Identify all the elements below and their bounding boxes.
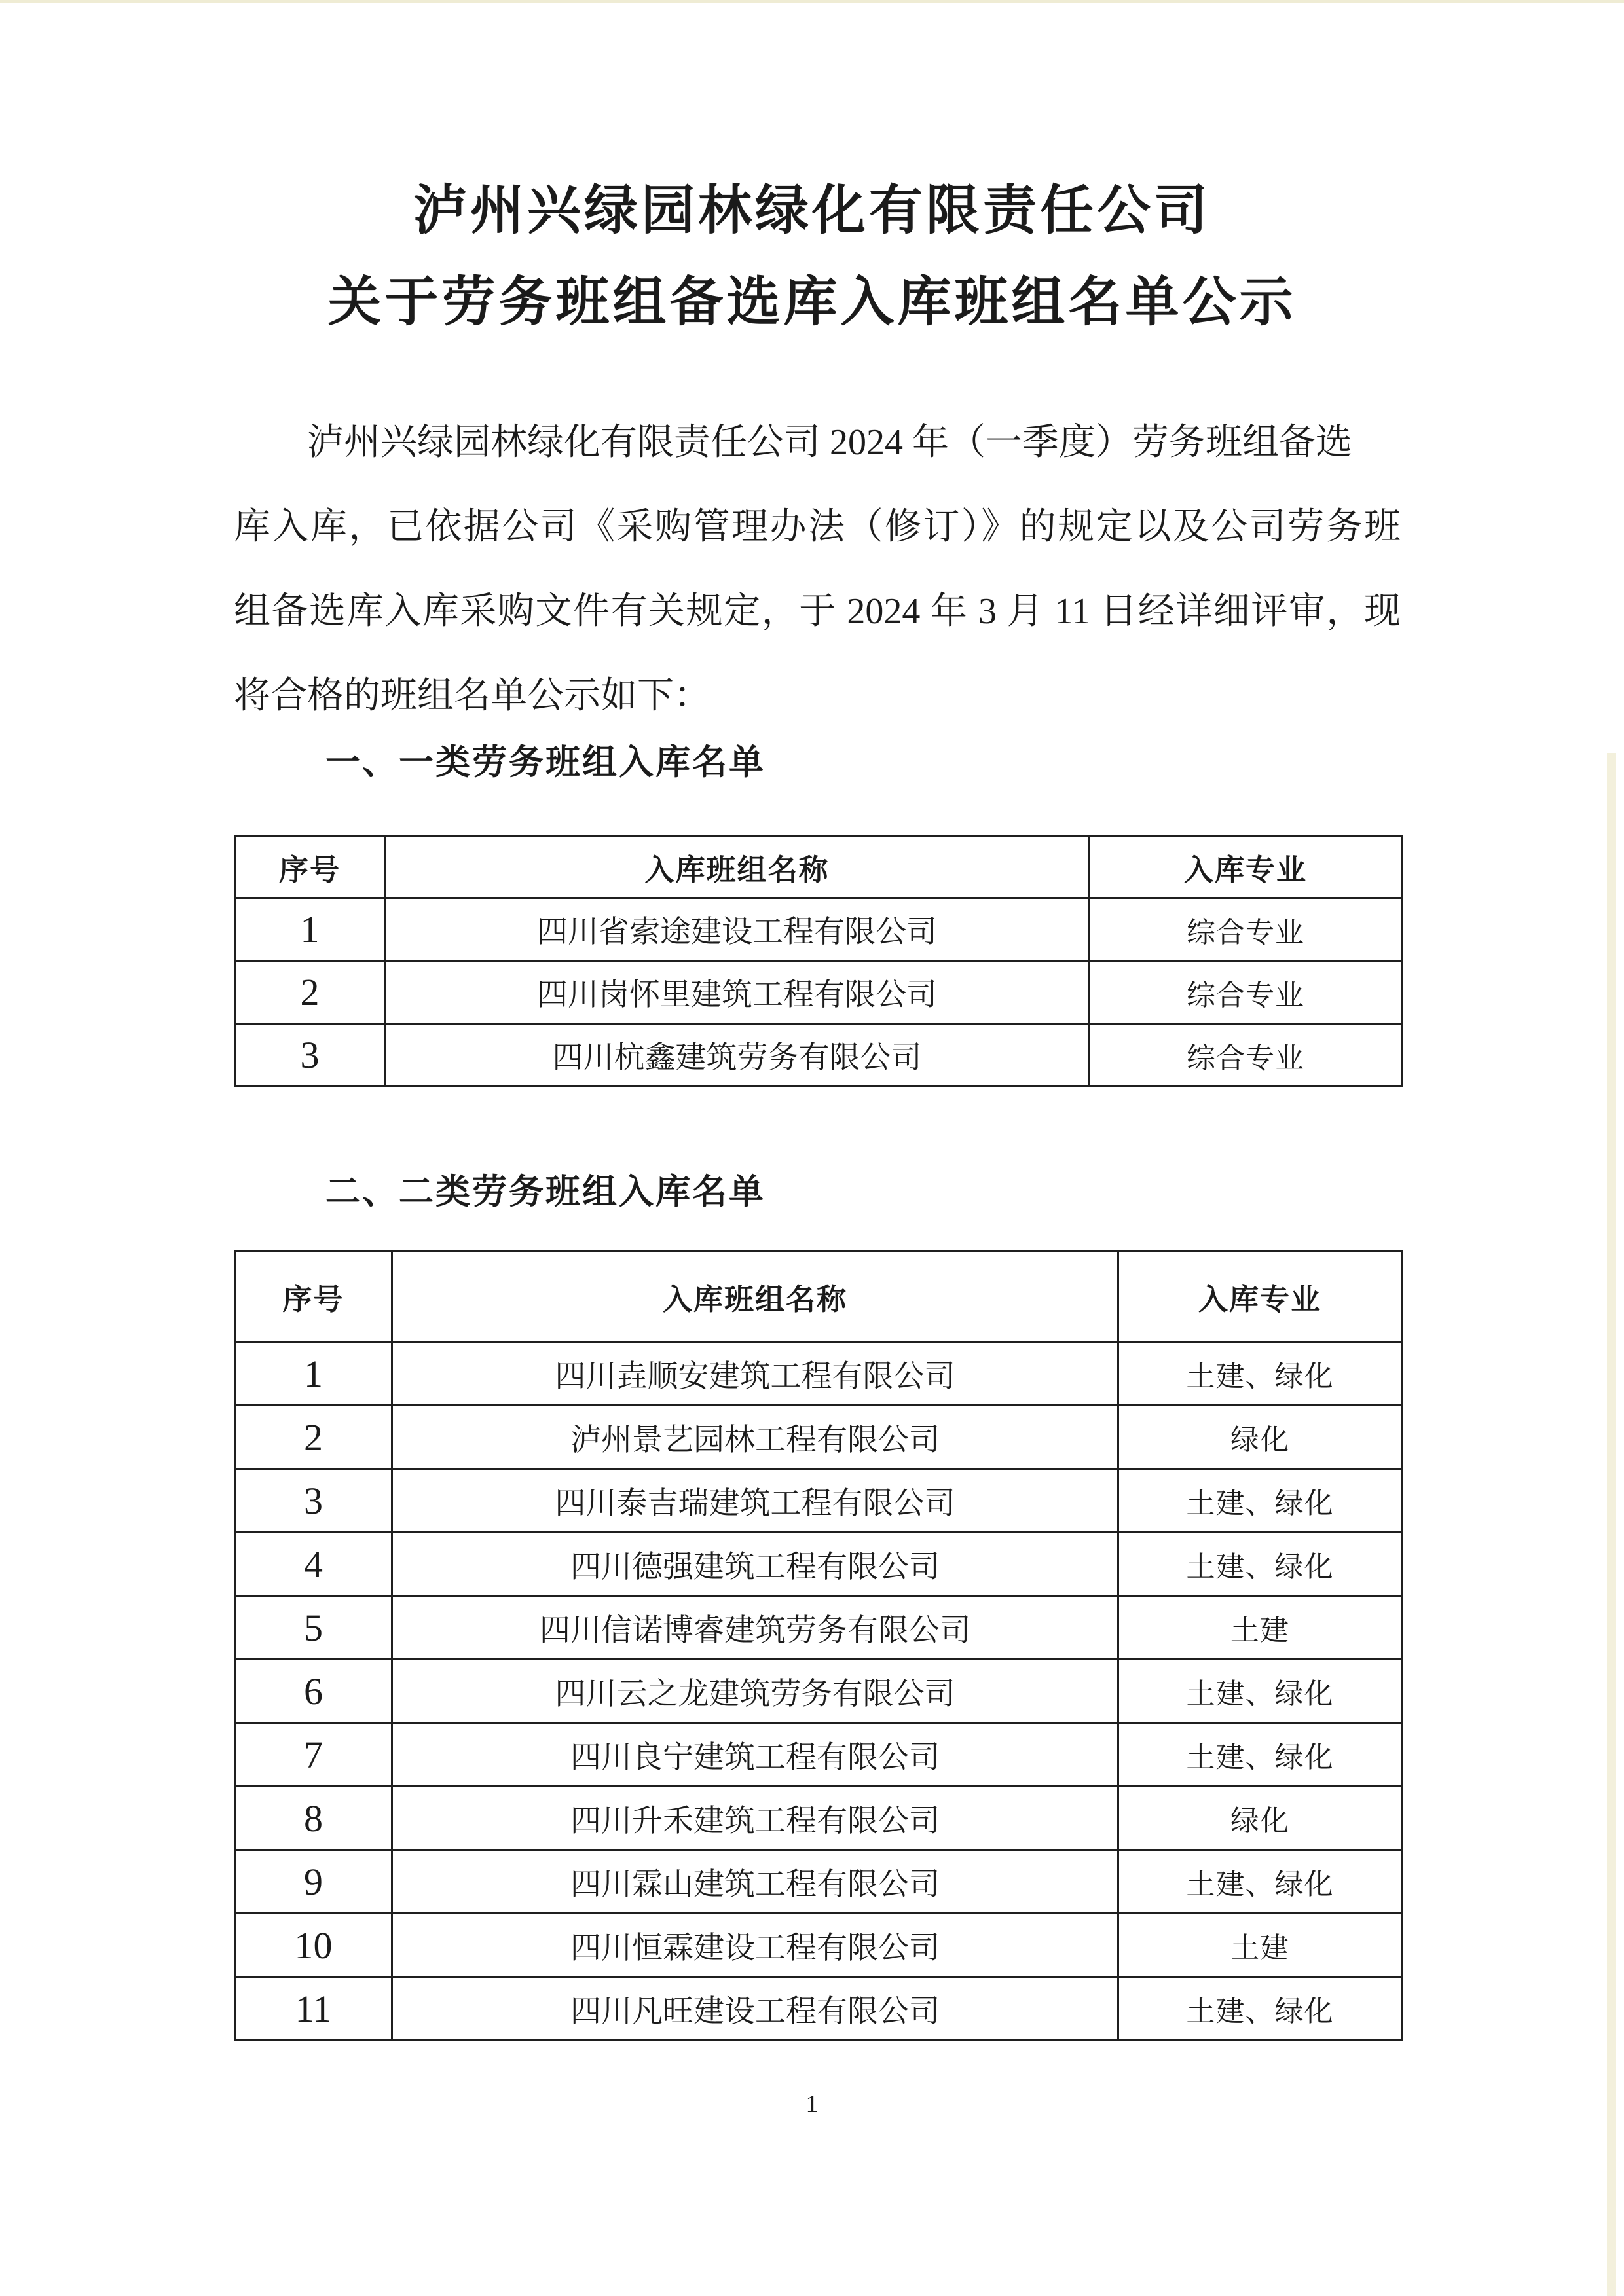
company-name-cell: 四川良宁建筑工程有限公司 [392, 1723, 1118, 1787]
paragraph-line-3: 组备选库入库采购文件有关规定，于 2024 年 3 月 11 日经详细评审，现 [234, 591, 1401, 632]
row-index-cell: 1 [235, 898, 385, 961]
table-row [235, 1406, 1402, 1469]
row-index-cell: 1 [235, 1342, 392, 1406]
specialty-cell: 综合专业 [1090, 961, 1402, 1024]
company-name-cell: 四川恒霖建设工程有限公司 [392, 1914, 1118, 1977]
specialty-cell: 土建、绿化 [1118, 1723, 1402, 1787]
document-title-line1: 泸州兴绿园林绿化有限责任公司 [413, 181, 1211, 240]
table-header-row [235, 1252, 1402, 1342]
table-row [235, 1024, 1402, 1087]
row-index-cell: 2 [235, 961, 385, 1024]
section1-table [234, 835, 1403, 1087]
company-name-cell: 四川岗怀里建筑工程有限公司 [385, 961, 1090, 1024]
table-row [235, 1914, 1402, 1977]
row-index-cell: 11 [235, 1977, 392, 2041]
table-row [235, 1787, 1402, 1850]
table-row [235, 1850, 1402, 1914]
col-header-team-name: 入库班组名称 [385, 836, 1090, 898]
col-header-index: 序号 [235, 836, 385, 898]
specialty-cell: 土建、绿化 [1118, 1660, 1402, 1723]
row-index-cell: 10 [235, 1914, 392, 1977]
specialty-cell: 土建、绿化 [1118, 1342, 1402, 1406]
table-row [235, 1977, 1402, 2041]
table-header-row [235, 836, 1402, 898]
company-name-cell: 四川霖山建筑工程有限公司 [392, 1850, 1118, 1914]
specialty-cell: 土建、绿化 [1118, 1977, 1402, 2041]
section2-heading: 二、二类劳务班组入库名单 [325, 1173, 766, 1211]
table-row [235, 1533, 1402, 1596]
paragraph-line-2: 库入库，已依据公司《采购管理办法（修订）》的规定以及公司劳务班 [234, 507, 1401, 547]
row-index-cell: 8 [235, 1787, 392, 1850]
table-row [235, 1723, 1402, 1787]
specialty-cell: 土建 [1118, 1914, 1402, 1977]
company-name-cell: 四川杭鑫建筑劳务有限公司 [385, 1024, 1090, 1087]
row-index-cell: 9 [235, 1850, 392, 1914]
document-title-line2: 关于劳务班组备选库入库班组名单公示 [327, 272, 1297, 332]
row-index-cell: 6 [235, 1660, 392, 1723]
table-row [235, 961, 1402, 1024]
specialty-cell: 综合专业 [1090, 898, 1402, 961]
company-name-cell: 四川云之龙建筑劳务有限公司 [392, 1660, 1118, 1723]
company-name-cell: 四川省索途建设工程有限公司 [385, 898, 1090, 961]
row-index-cell: 4 [235, 1533, 392, 1596]
paragraph-line-4: 将合格的班组名单公示如下： [234, 676, 710, 716]
company-name-cell: 四川升禾建筑工程有限公司 [392, 1787, 1118, 1850]
table-row [235, 1469, 1402, 1533]
specialty-cell: 土建、绿化 [1118, 1850, 1402, 1914]
specialty-cell: 土建、绿化 [1118, 1533, 1402, 1596]
section1-heading: 一、一类劳务班组入库名单 [325, 743, 766, 782]
section2-table-body [235, 1342, 1402, 2041]
section1-table-body [235, 898, 1402, 1087]
company-name-cell: 泸州景艺园林工程有限公司 [392, 1406, 1118, 1469]
specialty-cell: 土建 [1118, 1596, 1402, 1660]
page-number: 1 [805, 2090, 819, 2118]
table-row [235, 1342, 1402, 1406]
company-name-cell: 四川凡旺建设工程有限公司 [392, 1977, 1118, 2041]
row-index-cell: 2 [235, 1406, 392, 1469]
company-name-cell: 四川垚顺安建筑工程有限公司 [392, 1342, 1118, 1406]
table-row [235, 1596, 1402, 1660]
specialty-cell: 土建、绿化 [1118, 1469, 1402, 1533]
col-header-team-name: 入库班组名称 [392, 1252, 1118, 1342]
company-name-cell: 四川泰吉瑞建筑工程有限公司 [392, 1469, 1118, 1533]
table-row [235, 1660, 1402, 1723]
row-index-cell: 3 [235, 1469, 392, 1533]
specialty-cell: 综合专业 [1090, 1024, 1402, 1087]
col-header-specialty: 入库专业 [1118, 1252, 1402, 1342]
section2-table [234, 1250, 1403, 2041]
specialty-cell: 绿化 [1118, 1787, 1402, 1850]
col-header-index: 序号 [235, 1252, 392, 1342]
intro-paragraph [234, 401, 1401, 738]
col-header-specialty: 入库专业 [1090, 836, 1402, 898]
company-name-cell: 四川德强建筑工程有限公司 [392, 1533, 1118, 1596]
row-index-cell: 5 [235, 1596, 392, 1660]
company-name-cell: 四川信诺博睿建筑劳务有限公司 [392, 1596, 1118, 1660]
specialty-cell: 绿化 [1118, 1406, 1402, 1469]
scan-edge-artifact-right [1607, 753, 1616, 2296]
table-row [235, 898, 1402, 961]
scan-edge-artifact-top [0, 0, 1624, 3]
row-index-cell: 3 [235, 1024, 385, 1087]
row-index-cell: 7 [235, 1723, 392, 1787]
paragraph-line-1: 泸州兴绿园林绿化有限责任公司 2024 年（一季度）劳务班组备选 [307, 422, 1352, 463]
